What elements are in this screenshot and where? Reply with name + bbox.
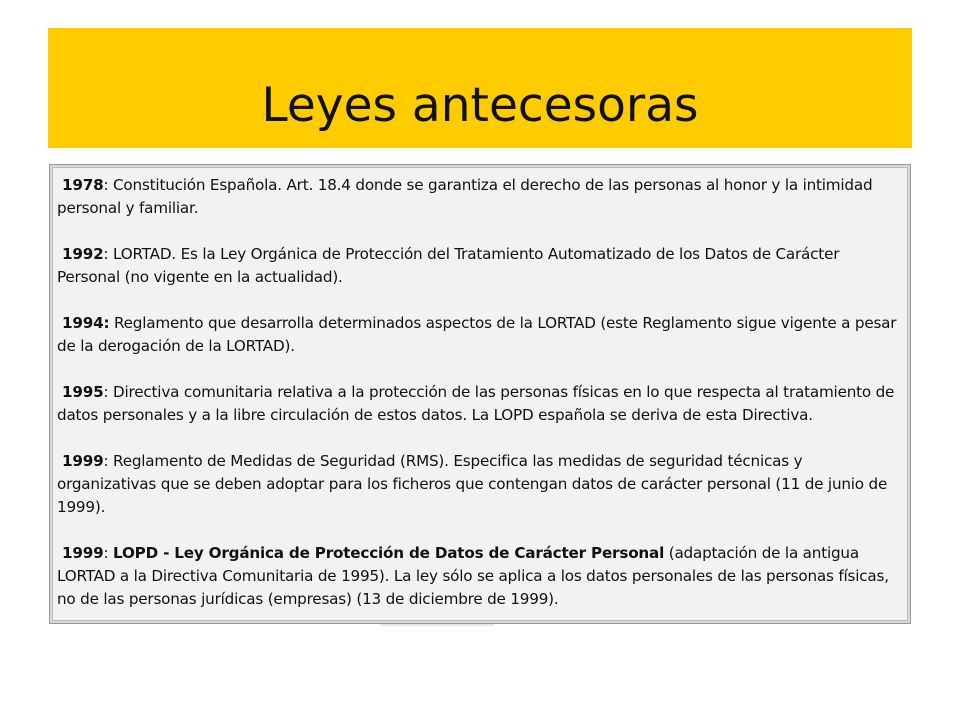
entry-text: LORTAD. Es la Ley Orgánica de Protección del Tratamiento Automatizado de los Datos de Carácter Personal (no vigente en la actualidad). <box>57 245 840 286</box>
entry-text: Reglamento que desarrolla determinados aspectos de la LORTAD (este Reglamento sigue vigente a pesar de la derogación de la LORTAD). <box>57 314 897 355</box>
entry-law-name: LOPD - Ley Orgánica de Protección de Datos de Carácter Personal <box>113 544 665 562</box>
entry-text: Constitución Española. Art. 18.4 donde se garantiza el derecho de las personas al honor y la intimidad personal y familiar. <box>57 176 873 217</box>
entry-separator: : <box>103 383 114 401</box>
entry-year: 1999 <box>62 452 104 470</box>
entry-year: 1995 <box>62 383 104 401</box>
law-entry-1992 <box>57 243 904 289</box>
entry-year: 1999 <box>62 544 104 562</box>
entry-year: 1994: <box>62 314 110 332</box>
law-entry-1999-rms <box>57 450 904 519</box>
entry-text: Directiva comunitaria relativa a la protección de las personas físicas en lo que respecta al tratamiento de datos personales y a la libre circulación de estos datos. La LOPD española se deriva de esta Directiva. <box>57 383 895 424</box>
laws-list <box>49 164 911 624</box>
entry-text: Reglamento de Medidas de Seguridad (RMS). Especifica las medidas de seguridad técnicas y organizativas que se deben adoptar para los ficheros que contengan datos de carácter personal (11 de junio de 1999). <box>57 452 888 516</box>
entry-year: 1978 <box>62 176 104 194</box>
entry-separator: : <box>103 245 114 263</box>
faint-divider <box>380 624 494 626</box>
entry-separator: : <box>103 452 114 470</box>
title-band <box>48 28 912 148</box>
entry-separator: : <box>103 544 114 562</box>
entry-separator: : <box>103 176 114 194</box>
entry-text: (adaptación de la antigua LORTAD a la Directiva Comunitaria de 1995). La ley sólo se aplica a los datos personales de las personas físicas, no de las personas jurídicas (empresas) (13 de diciembre de 1999). <box>57 544 889 608</box>
law-entry-1999-lopd <box>57 542 904 611</box>
law-entry-1995 <box>57 381 904 427</box>
law-entry-1994 <box>57 312 904 358</box>
slide-title: Leyes antecesoras <box>261 78 699 133</box>
entry-year: 1992 <box>62 245 104 263</box>
law-entry-1978 <box>57 174 904 220</box>
